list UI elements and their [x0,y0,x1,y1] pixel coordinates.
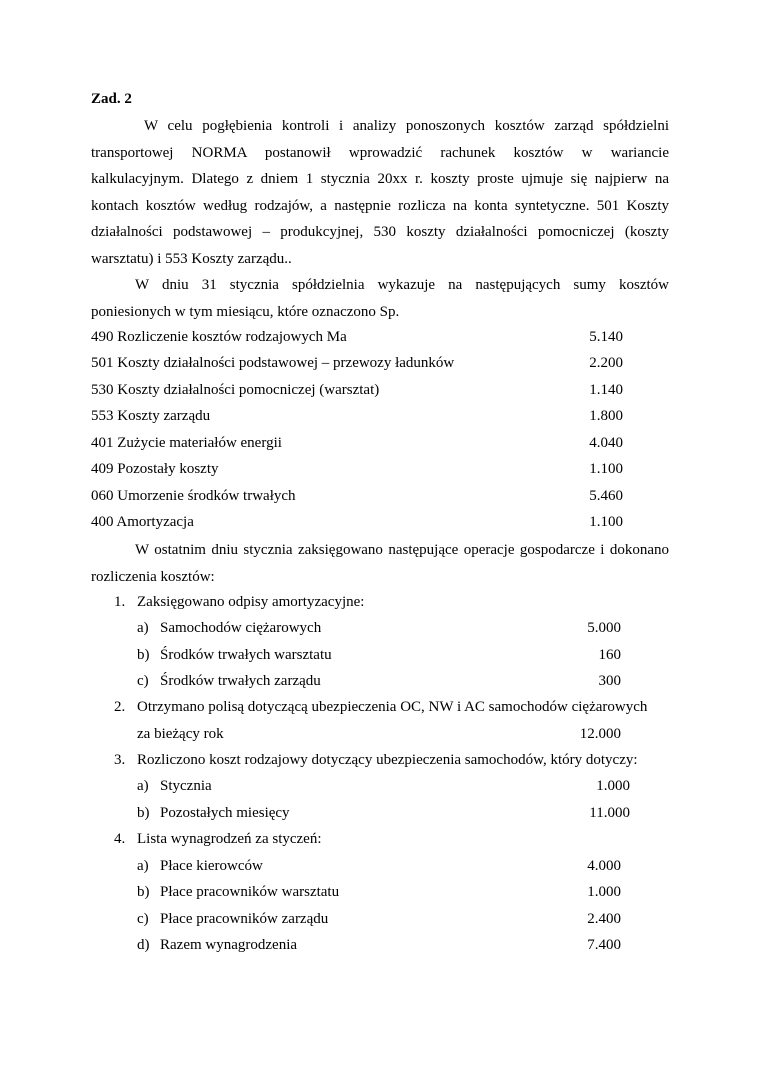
item-value: 2.400 [587,911,621,927]
operation-text: za bieżący rok [137,726,224,742]
account-label: 409 Pozostały koszty [91,461,219,477]
account-value: 4.040 [589,435,623,451]
sums-line: W dniu 31 stycznia spółdzielnia wykazuje na następujących sumy kosztów [135,277,669,293]
intro-line: kalkulacyjnym. Dlatego z dniem 1 stycznia 20xx r. koszty proste ujmuje się najpierw na [91,171,669,187]
account-value: 5.460 [589,488,623,504]
item-letter: b) [137,647,150,663]
account-value: 1.140 [589,382,623,398]
item-label: Razem wynagrodzenia [160,937,298,953]
account-label: 553 Koszty zarządu [91,408,211,424]
account-row [91,486,631,506]
account-row [91,353,631,373]
item-letter: a) [137,620,149,636]
item-letter: a) [137,858,149,874]
item-letter: b) [137,884,150,900]
item-label: Stycznia [160,778,212,794]
sums-paragraph [91,272,669,325]
item-label: Płace kierowców [160,858,263,874]
item-letter: c) [137,911,149,927]
item-label: Płace pracowników warsztatu [160,884,340,900]
task-title: Zad. 2 [91,91,132,107]
intro-line: W celu pogłębienia kontroli i analizy ponoszonych kosztów zarząd spółdzielni [144,118,669,134]
intro-line: warsztatu) i 553 Koszty zarządu.. [91,250,292,267]
item-letter: a) [137,778,149,794]
operations-paragraph [91,537,669,590]
account-label: 401 Zużycie materiałów energii [91,435,282,451]
account-value: 1.100 [589,514,623,530]
intro-line: transportowej NORMA postanowił wprowadzić rachunek kosztów w wariancie [91,144,669,161]
item-letter: d) [137,937,150,953]
operation-text: Otrzymano polisą dotyczącą ubezpieczenia OC, NW i AC samochodów ciężarowych [137,699,648,715]
item-value: 11.000 [589,805,630,821]
intro-paragraph [91,113,669,272]
account-label: 490 Rozliczenie kosztów rodzajowych Ma [91,329,347,345]
account-value: 1.800 [589,408,623,424]
item-value: 7.400 [587,937,621,953]
item-value: 1.000 [596,778,630,794]
item-letter: c) [137,673,149,689]
account-label: 400 Amortyzacja [91,514,194,530]
item-label: Pozostałych miesięcy [160,805,290,821]
item-label: Środków trwałych warsztatu [160,647,332,663]
operation-number: 1. [114,594,126,610]
item-value: 300 [598,673,621,689]
item-value: 5.000 [587,620,621,636]
item-value: 160 [598,647,621,663]
item-letter: b) [137,805,150,821]
intro-line: kontach kosztów według rodzajów, a następnie rozlicza na konta syntetyczne. 501 Koszty [91,197,669,214]
item-label: Płace pracowników zarządu [160,911,329,927]
item-label: Środków trwałych zarządu [160,673,321,689]
operation-value: 12.000 [579,726,621,742]
account-label: 530 Koszty działalności pomocniczej (warsztat) [91,382,380,398]
account-value: 2.200 [589,355,623,371]
sums-line: poniesionych w tym miesiącu, które oznaczono Sp. [91,303,400,320]
account-label: 060 Umorzenie środków trwałych [91,488,296,504]
account-row [91,327,631,347]
operation-number: 4. [114,831,126,847]
operation-number: 2. [114,699,126,715]
account-row [91,512,631,532]
item-label: Samochodów ciężarowych [160,620,322,636]
operation-text: Zaksięgowano odpisy amortyzacyjne: [137,594,365,610]
item-value: 4.000 [587,858,621,874]
operation-number: 3. [114,752,126,768]
account-row [91,433,631,453]
operation-text: Rozliczono koszt rodzajowy dotyczący ubezpieczenia samochodów, który dotyczy: [137,752,638,768]
item-value: 1.000 [587,884,621,900]
account-row [91,406,631,426]
operations-line: W ostatnim dniu stycznia zaksięgowano następujące operacje gospodarcze i dokonano [135,542,669,558]
account-value: 1.100 [589,461,623,477]
account-value: 5.140 [589,329,623,345]
operations-line: rozliczenia kosztów: [91,568,215,585]
account-label: 501 Koszty działalności podstawowej – przewozy ładunków [91,355,455,371]
intro-line: działalności podstawowej – produkcyjnej, 530 koszty działalności pomocniczej (koszty [91,224,669,240]
account-row [91,380,631,400]
account-row [91,459,631,479]
operation-text: Lista wynagrodzeń za styczeń: [137,831,322,847]
